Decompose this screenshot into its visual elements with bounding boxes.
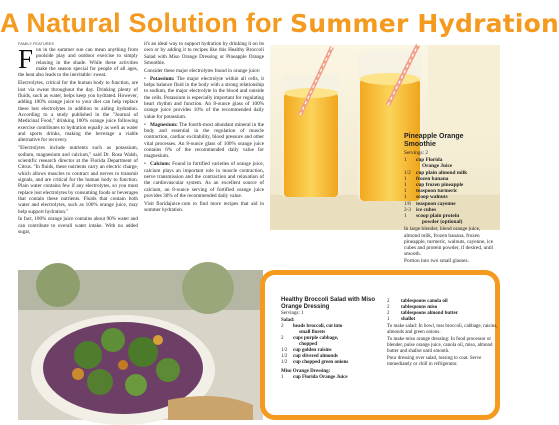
article-column-2 — [144, 41, 264, 215]
salad-ingredients — [281, 318, 386, 381]
salad-title: Healthy Broccoli Salad with Miso Orange Dressing — [281, 297, 376, 310]
ingredient-qty — [404, 219, 416, 225]
nutrient-text: Found in fortified varieties of orange juice, calcium plays an important role in muscle contraction, nerve transmission and the contraction and relaxation of the cardiovascular system. As an excellent source of calcium, an 8-ounce serving of fortified orange juice provides 30% of the recommended daily value. — [144, 161, 264, 199]
ingredient-qty: 1/8 — [404, 200, 411, 207]
ingredient-name: shallot — [401, 317, 416, 322]
ingredient-name: cup Florida Orange Juice — [293, 375, 348, 380]
byline: FAMILY FEATURES — [18, 41, 55, 46]
paragraph-3: "Electrolytes include nutrients such as potassium, sodium, magnesium and calcium," said Dr. Rosa Walsh, scientific research director at the Florida Department of Citrus. "In fluids, these nutrients carry an electric charge, which allows muscles to contract and nerves to transmit signals, and are critical for the human body to function. Plain water contains few if any electrolytes, so you must replace lost electrolytes by consuming foods or beverages that contain these nutrients. Fluids that contain both water and electrolytes, such as 100% orange juice, may help support hydration." — [18, 145, 138, 215]
ingredient-qty: 1 — [404, 194, 407, 201]
ingredient-name: powder (optional) — [422, 219, 463, 226]
paragraph-1-text: un in the summer sun can mean anything from poolside play and outdoor exercise to simply relaxing in the shade. While these activities make the season special for people of all ages, the heat also leads to the inevitable: sweat. — [18, 47, 138, 79]
ingredient-qty: 2 — [281, 336, 284, 341]
paragraph-6: Consider these major electrolytes found in orange juice: — [144, 67, 261, 74]
ingredient-name: tablespoons canola oil — [401, 299, 448, 304]
ingredient-name: teaspoon cayenne — [416, 200, 456, 207]
ingredient-qty: 2-3 — [404, 206, 412, 213]
nutrient-item-calcium — [144, 161, 264, 199]
smoothie-servings: Servings: 2 — [404, 150, 428, 156]
ingredient-qty: 1 — [404, 188, 407, 195]
nutrient-text: The fourth-most abundant mineral in the body and essential in the regulation of muscle contraction, cardiac excitability, blood pressure and other vital processes. An 8-ounce glass of 100% orange juice contains 6% of the recommended daily value for magnesium. — [144, 121, 264, 160]
ingredient-qty: 1/2 — [404, 169, 411, 176]
bullet-icon: • — [144, 161, 146, 168]
ingredient-qty: 1 — [404, 213, 407, 220]
ingredient-name: chopped — [299, 342, 318, 347]
nutrient-item-magnesium — [144, 122, 264, 160]
ingredient-qty: 1 — [404, 175, 407, 182]
nutrient-text: The major electrolyte within all cells, it helps balance fluid in the body with a strong relationship to sodium, the major electrolyte in the blood and outside the cells. Potassium is especially important for regulating heart rhythm and function. An 8-ounce glass of 100% orange juice provides 10% of the recommended daily value for potassium. — [144, 75, 264, 120]
dressing-label: Miso Orange Dressing: — [281, 369, 331, 374]
paragraph-5: it's an ideal way to support hydration by drinking it on its own or by adding it to recipes like this Healthy Broccoli Salad with Miso Orange Dressing or Pineapple Orange Smoothie. — [144, 41, 264, 67]
drop-cap: F — [18, 44, 34, 74]
article-headline — [0, 8, 559, 39]
ingredient-row — [387, 317, 499, 323]
ingredient-qty: 1 — [281, 375, 284, 380]
ingredient-qty: 1/2 — [281, 360, 288, 365]
salad-directions — [387, 324, 499, 368]
dressing-ingredients-and-directions — [387, 299, 499, 368]
ingredient-name: tablespoons almond butter — [401, 311, 458, 316]
ingredient-qty: 1 — [387, 317, 390, 322]
ingredient-name: tablespoons miso — [401, 305, 438, 310]
ingredient-name: Orange Juice — [422, 163, 453, 170]
salad-direction-2: To make miso orange dressing: In food processor or blender, pulse orange juice, canola oil, miso, almond butter and shallot until smooth. — [387, 337, 493, 354]
ingredient-name: cup slivered almonds — [293, 354, 338, 359]
ingredient-qty: 1/2 — [281, 348, 288, 353]
ingredient-qty: 2 — [387, 299, 390, 304]
ingredient-qty: 2 — [387, 311, 390, 316]
ingredient-name: cup chopped green onions — [293, 360, 349, 365]
ingredient-name: scoop plain protein — [416, 213, 460, 220]
ingredient-name: cups purple cabbage, — [293, 336, 339, 341]
headline-part-2: Summer Hydration — [290, 9, 559, 38]
paragraph-2: Electrolytes, critical for the human body to function, are lost via sweat throughout the day. Drinking plenty of fluids, such as water, helps keep you hydrated. However, adding 100% orange juice to your diet can help replace these lost electrolytes in addition to aiding hydration. According to a study published in the "Journal of Medicinal Food," drinking 100% orange juice following exercise contributes to hydration equally as well as water and sports drinks, making the beverage a viable alternative for recovery. — [18, 80, 138, 144]
ingredient-name: cup golden raisins — [293, 348, 332, 353]
broccoli-salad-photo — [18, 270, 263, 420]
ingredient-name: cup plain almond milk — [416, 169, 468, 176]
ingredient-name: frozen banana — [416, 175, 449, 182]
ingredient-qty: 1/2 — [281, 354, 288, 359]
ingredient-qty: 1 — [404, 157, 407, 164]
ingredient-name: heads broccoli, cut into — [293, 324, 343, 329]
nutrient-name: Calcium: — [150, 161, 171, 168]
salad-label: Salad: — [281, 318, 295, 323]
nutrient-name: Potassium: — [150, 75, 175, 82]
bullet-icon: • — [144, 75, 146, 82]
ingredient-name: scoop walnuts — [416, 194, 448, 201]
smoothie-serving-note: Portion into two small glasses. — [404, 258, 469, 265]
ingredient-row — [281, 375, 386, 381]
headline-part-1: A Natural Solution for — [0, 8, 291, 38]
salad-direction-1: To make salad: In bowl, toss broccoli, cabbage, raisins, almonds and green onions. — [387, 324, 498, 335]
ingredient-name: small florets — [299, 330, 326, 335]
ingredient-qty: 1 — [404, 182, 407, 189]
ingredient-qty: 2 — [281, 324, 284, 329]
salad-servings: Servings: 1 — [281, 311, 304, 316]
nutrient-item-potassium — [144, 76, 264, 120]
salad-recipe-card — [260, 270, 500, 420]
ingredient-row — [404, 219, 496, 225]
ingredient-name: cup frozen pineapple — [416, 182, 464, 189]
ingredient-qty: 2 — [387, 305, 390, 310]
ingredient-name: teaspoon turmeric — [416, 188, 458, 195]
nutrient-name: Magnesium: — [150, 121, 178, 128]
broccoli-salad-illustration — [18, 270, 263, 420]
bullet-icon: • — [144, 121, 146, 128]
article-column-1 — [18, 44, 138, 237]
smoothie-recipe — [404, 133, 496, 265]
paragraph-7: Visit floridajuice.com to find more recipes that aid in summer hydration. — [144, 200, 264, 214]
salad-direction-3: Pour dressing over salad, tossing to coat. Serve immediately or chill in refrigerator. — [387, 356, 482, 367]
ingredient-name: ice cubes — [416, 206, 437, 213]
smoothie-title: Pineapple Orange Smoothie — [404, 133, 464, 148]
ingredient-row — [281, 360, 386, 366]
smoothie-directions: In large blender, blend orange juice, almond milk, frozen banana, frozen pineapple, turmeric, walnuts, cayenne, ice cubes and protein powder, if desired, until smooth. — [404, 226, 494, 258]
paragraph-4: In fact, 100% orange juice contains about 90% water and can contribute to overall water intake. With no added sugar, — [18, 216, 138, 236]
paragraph-1 — [18, 44, 138, 79]
ingredient-name: cup Florida — [416, 157, 443, 164]
